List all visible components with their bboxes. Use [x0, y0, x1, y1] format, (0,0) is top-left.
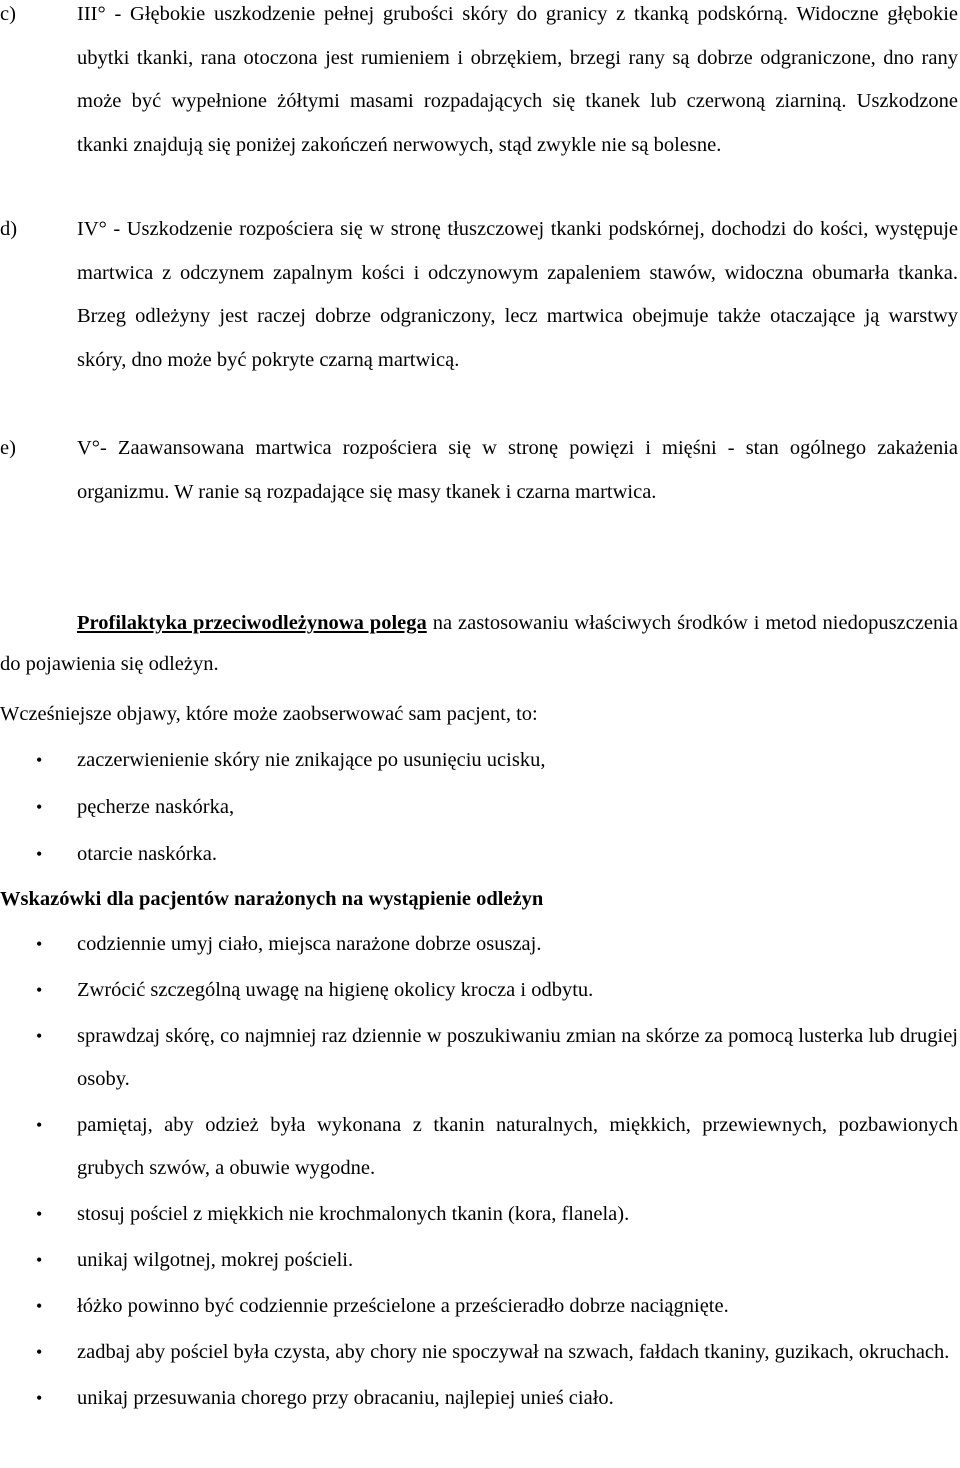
stage-letter: e)	[0, 437, 16, 459]
bullet-icon: •	[36, 1296, 43, 1316]
bullet-icon: •	[36, 797, 43, 817]
list-item	[0, 969, 958, 1012]
stage-item-c	[0, 0, 958, 167]
list-item-text: zadbaj aby pościel była czysta, aby chory nie spoczywał na szwach, fałdach tkaniny, guzikach, okruchach.	[77, 1341, 950, 1363]
list-item	[0, 1015, 958, 1101]
list-item	[0, 1193, 958, 1236]
list-item	[0, 1331, 958, 1374]
bullet-icon: •	[36, 1342, 43, 1362]
list-item	[0, 737, 958, 784]
bullet-icon: •	[36, 1204, 43, 1224]
guidelines-heading: Wskazówki dla pacjentów narażonych na wystąpienie odleżyn	[0, 888, 544, 910]
list-item-text: pęcherze naskórka,	[77, 796, 235, 818]
list-item-text: Zwrócić szczególną uwagę na higienę okolicy krocza i odbytu.	[77, 979, 594, 1001]
prophylaxis-paragraph	[0, 603, 958, 685]
list-item	[0, 1239, 958, 1282]
bullet-icon: •	[36, 750, 43, 770]
bullet-icon: •	[36, 980, 43, 1000]
bullet-icon: •	[36, 1115, 43, 1135]
list-item-text: stosuj pościel z miękkich nie krochmalonych tkanin (kora, flanela).	[77, 1203, 630, 1225]
list-item	[0, 1285, 958, 1328]
list-item-text: codziennie umyj ciało, miejsca narażone dobrze osuszaj.	[77, 933, 542, 955]
stage-description: IV° - Uszkodzenie rozpościera się w stronę tłuszczowej tkanki podskórnej, dochodzi do kości, występuje martwica z odczynem zapalnym kości i odczynowym zapaleniem stawów, widoczna obumarła tkanka. Brzeg odleżyny jest raczej dobrze odgraniczony, lecz martwica obejmuje także otaczające ją warstwy skóry, dno może być pokryte czarną martwicą.	[77, 218, 958, 371]
stage-letter: d)	[0, 218, 18, 240]
stage-description: III° - Głębokie uszkodzenie pełnej grubości skóry do granicy z tkanką podskórną. Widoczne głębokie ubytki tkanki, rana otoczona jest rumieniem i obrzękiem, brzegi rany są dobrze odgraniczone, dno rany może być wypełnione żółtymi masami rozpadających się tkanek lub czerwoną ziarniną. Uszkodzone tkanki znajdują się poniżej zakończeń nerwowych, stąd zwykle nie są bolesne.	[77, 3, 958, 156]
bullet-icon: •	[36, 844, 43, 864]
stage-item-e	[0, 427, 958, 514]
stage-letter: c)	[0, 3, 16, 25]
list-item	[0, 831, 958, 878]
list-item-text: pamiętaj, aby odzież była wykonana z tkanin naturalnych, miękkich, przewiewnych, pozbawionych grubych szwów, a obuwie wygodne.	[77, 1114, 958, 1179]
list-item	[0, 1104, 958, 1190]
stage-item-d	[0, 208, 958, 382]
prophylaxis-text: na zastosowaniu właściwych środków i metod niedopuszczenia do pojawienia się odleżyn.	[0, 612, 958, 675]
list-item	[0, 1377, 958, 1420]
list-item-text: sprawdzaj skórę, co najmniej raz dziennie w poszukiwaniu zmian na skórze za pomocą lusterka lub drugiej osoby.	[77, 1025, 958, 1090]
list-item-text: zaczerwienienie skóry nie znikające po usunięciu ucisku,	[77, 749, 546, 771]
early-symptoms-intro: Wcześniejsze objawy, które może zaobserwować sam pacjent, to:	[0, 703, 538, 725]
bullet-icon: •	[36, 1250, 43, 1270]
stage-description: V°- Zaawansowana martwica rozpościera się w stronę powięzi i mięśni - stan ogólnego zakażenia organizmu. W ranie są rozpadające się masy tkanek i czarna martwica.	[77, 437, 958, 503]
early-symptoms-list	[0, 737, 958, 878]
bullet-icon: •	[36, 1026, 43, 1046]
prophylaxis-lead: Profilaktyka przeciwodleżynowa polega	[77, 612, 427, 634]
bullet-icon: •	[36, 934, 43, 954]
guidelines-list	[0, 923, 958, 1420]
list-item-text: łóżko powinno być codziennie prześcielone a prześcieradło dobrze naciągnięte.	[77, 1295, 729, 1317]
bullet-icon: •	[36, 1388, 43, 1408]
list-item	[0, 923, 958, 966]
list-item	[0, 784, 958, 831]
list-item-text: unikaj wilgotnej, mokrej pościeli.	[77, 1249, 354, 1271]
list-item-text: unikaj przesuwania chorego przy obracaniu, najlepiej unieś ciało.	[77, 1387, 614, 1409]
list-item-text: otarcie naskórka.	[77, 843, 218, 865]
